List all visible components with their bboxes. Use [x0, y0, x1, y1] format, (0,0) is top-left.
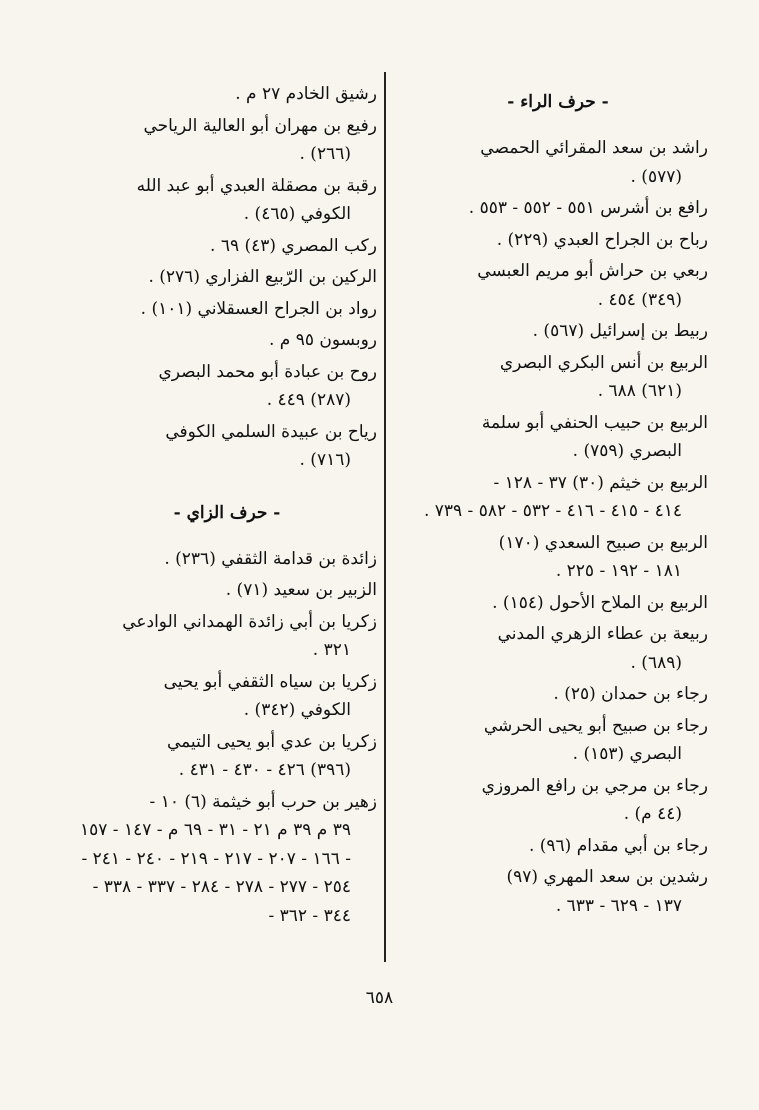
- entry-list: [77, 545, 377, 931]
- index-entry: [408, 349, 708, 406]
- index-entry: [77, 576, 377, 605]
- entry-refs: (٦٨٩) .: [630, 652, 682, 673]
- entry-name: الربيع بن الملاح الأحول (١٥٤) .: [492, 592, 708, 613]
- entry-name: رباح بن الجراح العبدي (٢٢٩) .: [496, 229, 708, 250]
- index-entry: [408, 257, 708, 314]
- entry-name: رجاء بن حمدان (٢٥) .: [553, 684, 708, 704]
- index-entry: [408, 469, 708, 526]
- entry-name: رواد بن الجراح العسقلاني (١٠١) .: [140, 298, 377, 319]
- entry-name: روبسون ٩٥ م .: [268, 330, 377, 350]
- left-column: [77, 80, 377, 933]
- entry-refs: (٣٤٩) ٤٥٤ .: [597, 289, 682, 310]
- entry-name: رجاء بن مرجي بن رافع المروزي: [481, 775, 708, 796]
- index-entry: [77, 788, 377, 931]
- entry-refs: ٤١٤ - ٤١٥ - ٤١٦ - ٥٣٢ - ٥٨٢ - ٧٣٩ .: [423, 501, 682, 521]
- index-entry: [408, 134, 708, 191]
- index-entry: [77, 295, 377, 324]
- entry-refs: الكوفي (٣٤٢) .: [243, 700, 351, 720]
- entry-name: الربيع بن أنس البكري البصري: [499, 352, 708, 373]
- entry-refs: الكوفي (٤٦٥) .: [243, 204, 351, 224]
- entry-name: ربيط بن إسرائيل (٥٦٧) .: [532, 321, 708, 341]
- entry-refs: (٢٨٧) ٤٤٩ .: [266, 390, 351, 410]
- index-entry: [408, 863, 708, 920]
- entry-refs: (٢٦٦) .: [299, 144, 351, 164]
- entry-name: الركين بن الرّبيع الفزاري (٢٧٦) .: [148, 267, 377, 287]
- entry-refs: (٦٢١) ٦٨٨ .: [597, 381, 682, 401]
- entry-refs: ٣٢١ .: [312, 640, 351, 660]
- index-entry: [77, 80, 377, 109]
- index-entry: [77, 358, 377, 415]
- entry-name: رشيق الخادم ٢٧ م .: [235, 84, 377, 104]
- index-entry: [77, 545, 377, 574]
- entry-refs: ١٨١ - ١٩٢ - ٢٢٥ .: [555, 561, 682, 581]
- entry-name: رجاء بن أبي مقدام (٩٦) .: [528, 835, 708, 856]
- entry-name: الربيع بن صبيح السعدي (١٧٠): [498, 532, 708, 553]
- entry-list: [77, 80, 377, 475]
- entry-name: راشد بن سعد المقرائي الحمصي: [480, 138, 708, 158]
- entry-name: زهير بن حرب أبو خيثمة (٦) ١٠ -: [149, 791, 377, 812]
- entry-name: زكريا بن أبي زائدة الهمداني الوادعي: [122, 611, 377, 632]
- entry-refs: (٤٤ م) .: [623, 804, 682, 824]
- entry-refs: البصري (٧٥٩) .: [572, 441, 682, 461]
- entry-refs: ١٣٧ - ٦٢٩ - ٦٣٣ .: [555, 895, 682, 916]
- entry-name: رشدين بن سعد المهري (٩٧): [506, 867, 708, 887]
- entry-name: الربيع بن خيثم (٣٠) ٣٧ - ١٢٨ -: [493, 472, 708, 493]
- index-entry: [77, 668, 377, 725]
- index-entry: [408, 409, 708, 466]
- column-divider: [384, 72, 386, 962]
- right-column: [408, 74, 708, 923]
- index-entry: [77, 172, 377, 229]
- entry-name: رياح بن عبيدة السلمي الكوفي: [165, 421, 377, 442]
- index-entry: [408, 680, 708, 709]
- entry-name: ربعي بن حراش أبو مريم العبسي: [477, 261, 708, 281]
- index-entry: [77, 263, 377, 292]
- section-heading-zay: - حرف الزاي -: [173, 502, 281, 523]
- entry-name: زكريا بن عدي أبو يحيى التيمي: [166, 731, 377, 752]
- index-entry: [408, 529, 708, 586]
- index-entry: [77, 232, 377, 261]
- entry-refs: ٣٩ م ٣٩ م ٢١ - ٣١ - ٦٩ م - ١٤٧ - ١٥٧ - ١٦٦ - ٢٠٧ - ٢١٧ - ٢١٩ - ٢٤٠ - ٢٤١ - ٢٥٤ - ٢٧٧ - ٢٧٨ - ٢٨٤ - ٣٣٧ - ٣٣٨ - ٣٤٤ - ٣٦٢ -: [80, 820, 351, 926]
- index-entry: [77, 608, 377, 665]
- entry-name: الزبير بن سعيد (٧١) .: [225, 580, 377, 600]
- index-entry: [408, 772, 708, 829]
- entry-name: رافع بن أشرس ٥٥١ - ٥٥٢ - ٥٥٣ .: [468, 198, 708, 218]
- index-entry: [408, 620, 708, 677]
- index-entry: [408, 226, 708, 255]
- entry-name: الربيع بن حبيب الحنفي أبو سلمة: [481, 412, 708, 433]
- entry-refs: (٣٩٦) ٤٢٦ - ٤٣٠ - ٤٣١ .: [178, 760, 351, 780]
- entry-name: رقبة بن مصقلة العبدي أبو عبد الله: [136, 175, 377, 196]
- entry-name: زائدة بن قدامة الثقفي (٢٣٦) .: [164, 548, 377, 569]
- index-entry: [408, 589, 708, 618]
- section-heading-raa: - حرف الراء -: [507, 92, 609, 112]
- index-entry: [408, 832, 708, 861]
- entry-refs: البصري (١٥٣) .: [572, 744, 682, 764]
- index-entry: [408, 194, 708, 223]
- entry-name: رفيع بن مهران أبو العالية الرياحي: [143, 115, 377, 136]
- index-entry: [77, 112, 377, 169]
- index-entry: [77, 728, 377, 785]
- entry-name: ربيعة بن عطاء الزهري المدني: [497, 624, 708, 644]
- index-entry: [77, 418, 377, 475]
- entry-name: ركب المصري (٤٣) ٦٩ .: [210, 235, 377, 256]
- entry-name: رجاء بن صبيح أبو يحيى الحرشي: [483, 715, 708, 736]
- index-entry: [408, 712, 708, 769]
- index-entry: [408, 317, 708, 346]
- index-entry: [77, 326, 377, 355]
- entry-list: [408, 134, 708, 920]
- entry-name: زكريا بن سياه الثقفي أبو يحيى: [163, 671, 377, 692]
- entry-refs: (٥٧٧) .: [630, 166, 682, 187]
- entry-name: روح بن عبادة أبو محمد البصري: [158, 361, 377, 382]
- entry-refs: (٧١٦) .: [299, 450, 351, 470]
- page-number: ٦٥٨: [365, 988, 394, 1008]
